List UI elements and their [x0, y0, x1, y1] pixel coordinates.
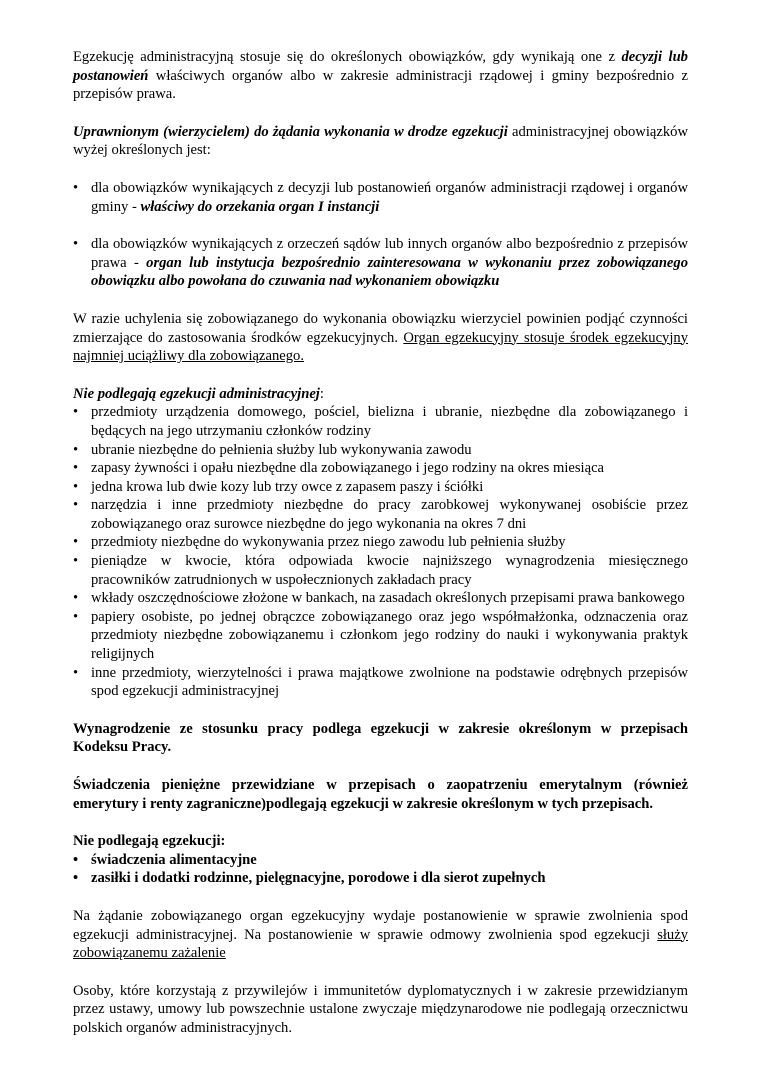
list-item: • dla obowiązków wynikających z decyzji lub postanowień organów administracji rządowej i organów gminy - właściwy do orzekania organ I instancji	[73, 179, 688, 215]
bullet-icon: •	[73, 851, 79, 868]
exempt-list-2	[73, 851, 688, 888]
list-item: • dla obowiązków wynikających z orzeczeń sądów lub innych organów albo bezpośrednio z przepisów prawa - organ lub instytucja bezpośrednio zainteresowana w wykonaniu przez zobowiązanego obowiązku albo powołana do czuwania nad wykonaniem obowiązku	[73, 236, 689, 290]
paragraph-scope: Egzekucję administracyjną stosuje się do określonych obowiązków, gdy wynikają one z decyzji lub postanowień właściwych organów albo w zakresie administracji rządowej i gminy bezpośrednio z przepisów prawa.	[73, 49, 688, 103]
paragraph-evasion: W razie uchylenia się zobowiązanego do wykonania obowiązku wierzyciel powinien podjąć czynności zmierzające do zastosowania środków egzekucyjnych. Organ egzekucyjny stosuje środek egzekucyjny najmniej uciążliwy dla zobowiązanego.	[73, 310, 688, 365]
creditor-list-2	[73, 235, 688, 291]
list-item: • jedna krowa lub dwie kozy lub trzy owce z zapasem paszy i ściółki	[73, 478, 484, 495]
list-item: • papiery osobiste, po jednej obrączce zobowiązanego oraz jego współmałżonka, odznaczenia oraz przedmioty niezbędne zobowiązanemu i członkom jego rodziny do nauki i wykonywania praktyk religijnych	[73, 608, 688, 663]
bullet-icon: •	[73, 460, 79, 477]
heading-exempt: Nie podlegają egzekucji administracyjnej:	[73, 385, 324, 402]
list-item: • wkłady oszczędnościowe złożone w bankach, na zasadach określonych przepisami prawa bankowego	[73, 590, 685, 607]
bullet-icon: •	[73, 870, 79, 887]
bullet-icon: •	[73, 497, 79, 514]
emphasis-decisions: decyzji lub postanowień	[73, 49, 688, 84]
list-item: • pieniądze w kwocie, która odpowiada kwocie najniższego wynagrodzenia miesięcznego pracowników zatrudnionych w uspołecznionych zakładach pracy	[73, 553, 688, 588]
underlined-complaint: służy zobowiązanemu zażalenie	[73, 926, 688, 962]
bullet-icon: •	[73, 179, 79, 196]
exempt-list	[73, 403, 688, 701]
list-item: • przedmioty niezbędne do wykonywania przez niego zawodu lub pełnienia służby	[73, 534, 566, 551]
paragraph-immunity: Osoby, które korzystają z przywilejów i immunitetów dyplomatycznych i w zakresie przewidzianym przez ustawy, umowy lub powszechnie ustalone zwyczaje międzynarodowe nie podlegają orzecznictwu polskich organów administracyjnych.	[73, 982, 688, 1036]
list-item: • inne przedmioty, wierzytelności i prawa majątkowe zwolnione na podstawie odrębnych przepisów spod egzekucji administracyjnej	[73, 664, 688, 700]
list-item: • zasiłki i dodatki rodzinne, pielęgnacyjne, porodowe i dla sierot zupełnych	[73, 870, 546, 887]
bullet-icon: •	[73, 404, 79, 421]
paragraph-creditor: Uprawnionym (wierzycielem) do żądania wykonania w drodze egzekucji administracyjnej obowiązków wyżej określonych jest:	[73, 123, 688, 159]
emphasis-creditor: Uprawnionym (wierzycielem) do żądania wykonania w drodze egzekucji	[73, 123, 508, 140]
heading-exempt-2: Nie podlegają egzekucji:	[73, 833, 226, 850]
bullet-icon: •	[73, 534, 79, 551]
bullet-icon: •	[73, 664, 79, 681]
list-item: • świadczenia alimentacyjne	[73, 851, 257, 868]
list-item: • zapasy żywności i opału niezbędne dla zobowiązanego i jego rodziny na okres miesiąca	[73, 460, 605, 477]
paragraph-release: Na żądanie zobowiązanego organ egzekucyjny wydaje postanowienie w sprawie zwolnienia spod egzekucji administracyjnej. Na postanowienie w sprawie odmowy zwolnienia spod egzekucji służy zobowiązanemu zażalenie	[73, 907, 688, 962]
list-item: • narzędzia i inne przedmioty niezbędne do pracy zarobkowej wykonywanej osobiście przez zobowiązanego oraz surowce niezbędne do jego wykonania na okres 7 dni	[73, 497, 688, 532]
list-item: • ubranie niezbędne do pełnienia służby lub wykonywania zawodu	[73, 441, 472, 458]
paragraph-pensions: Świadczenia pieniężne przewidziane w przepisach o zaopatrzeniu emerytalnym (również emerytury i renty zagraniczne)podlegają egzekucji w zakresie określonym w tych przepisach.	[73, 777, 688, 812]
underlined-rule: Organ egzekucyjny stosuje środek egzekucyjny najmniej uciążliwy dla zobowiązanego.	[73, 329, 688, 365]
bullet-icon: •	[73, 608, 79, 625]
bullet-icon: •	[73, 478, 79, 495]
list-item: • przedmioty urządzenia domowego, pościel, bielizna i ubranie, niezbędne dla zobowiązanego i będących na jego utrzymaniu członków rodziny	[73, 404, 688, 439]
bullet-icon: •	[73, 553, 79, 570]
paragraph-wages: Wynagrodzenie ze stosunku pracy podlega egzekucji w zakresie określonym w przepisach Kodeksu Pracy.	[73, 720, 688, 756]
bullet-icon: •	[73, 441, 79, 458]
bullet-icon: •	[73, 236, 79, 253]
bullet-icon: •	[73, 590, 79, 607]
creditor-list	[73, 179, 688, 216]
